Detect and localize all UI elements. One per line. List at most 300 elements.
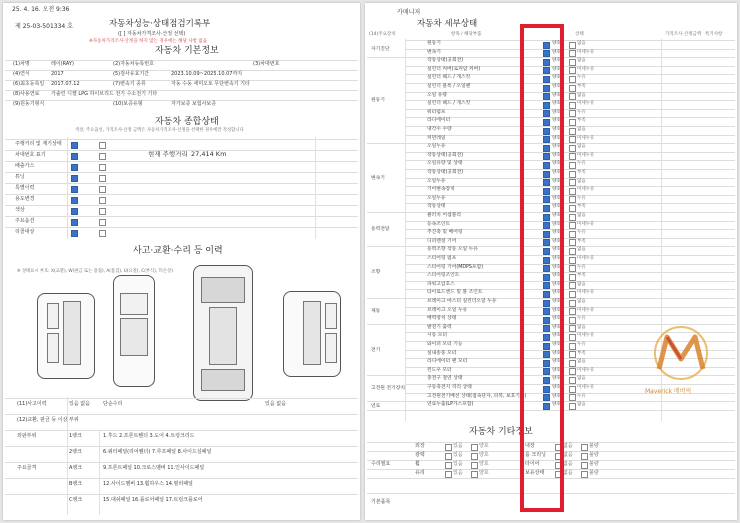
accident-row-rule	[5, 494, 358, 495]
accident-cell: 외판부위	[17, 433, 37, 439]
status-checkbox	[99, 208, 106, 215]
other-choice: 불량	[589, 443, 599, 449]
status-option: 미세누유	[577, 66, 595, 72]
status-option: 누유	[577, 316, 586, 322]
other-checkbox	[471, 462, 478, 469]
status-checkbox	[71, 153, 78, 160]
detail-item: 타이로드엔드 및 볼 조인트	[427, 290, 483, 296]
other-choice: 있음	[453, 461, 463, 467]
status-checkbox	[569, 248, 576, 255]
detail-item: 와이퍼 모터 기능	[427, 342, 463, 347]
status-row-label: 용도변경	[15, 196, 35, 202]
detail-item: 오일누유	[427, 178, 446, 184]
section-name: 자기진단	[371, 46, 390, 52]
detail-item: 실린더 커버(로커암 커버)	[427, 66, 481, 72]
other-checkbox	[445, 462, 452, 469]
status-option: 부족	[577, 350, 586, 356]
other-checkbox	[445, 453, 452, 460]
status-option: 양호	[552, 195, 561, 201]
other-row-label: 기본품목	[371, 499, 391, 505]
accident-row-rule	[5, 430, 358, 431]
status-option: 양호	[552, 41, 561, 46]
detail-item: 기어변속장치	[427, 187, 455, 193]
status-option: 없음	[577, 127, 586, 132]
section-name: 변속기	[371, 175, 385, 181]
basic-cell: (7)변속기 종류	[113, 81, 146, 87]
status-option: 미세누유	[577, 49, 595, 55]
status-option: 없음	[577, 144, 586, 150]
accident-cell: 단순수리	[103, 401, 123, 407]
accident-cell: 주요골격	[17, 465, 37, 471]
detail-item: 고전원전기배선 상태(접속단자, 피복, 보호기구)	[427, 393, 527, 399]
status-checkbox	[569, 222, 576, 229]
accident-note: ※ 상태표시 부호: X(교환), W(판금 또는 용접), A(흠집), U(요철), C(부식), T(손상)	[17, 269, 173, 274]
status-checkbox	[569, 334, 576, 341]
status-row-rule	[5, 227, 358, 228]
detail-item: 등속조인트	[427, 221, 451, 227]
status-row-rule	[5, 172, 358, 173]
accident-row-rule	[5, 462, 358, 463]
status-option: 양호	[552, 307, 561, 313]
status-option: 양호	[552, 393, 561, 399]
status-checkbox	[71, 230, 78, 237]
status-option: 양호	[552, 75, 561, 81]
section-name: 전기	[371, 347, 381, 353]
detail-item: 브레이크 마스터 실린더오일 누유	[427, 299, 497, 304]
right-header: 카매니저	[397, 9, 421, 16]
status-option: 없음	[577, 247, 586, 253]
status-option: 부족	[577, 118, 586, 124]
status-column-highlight	[520, 24, 564, 512]
status-checkbox	[569, 214, 576, 221]
basic-cell: (4)연식	[13, 71, 30, 77]
status-row-rule	[5, 183, 358, 184]
other-item: 휠	[415, 461, 420, 467]
other-item: 광택	[415, 452, 425, 458]
other-item: 타이어	[525, 461, 540, 467]
status-checkbox	[71, 142, 78, 149]
detail-item: 스티어링 기어(MDPS포함)	[427, 264, 484, 270]
status-option: 양호	[552, 281, 561, 287]
detail-item: 냉각수 수량	[427, 127, 452, 132]
status-checkbox	[569, 102, 576, 109]
basic-cell: 2017.07.12	[51, 81, 80, 87]
status-checkbox	[71, 186, 78, 193]
status-option: 없음	[577, 299, 586, 304]
accident-cell: 12.사이드멤버 13.휠하우스 14.필러패널	[103, 481, 193, 487]
left-page	[3, 3, 360, 520]
section-name: 원동기	[371, 98, 385, 104]
other-checkbox	[471, 444, 478, 451]
detail-item: 배력장치 상태	[427, 316, 457, 322]
status-row-rule	[5, 205, 358, 206]
status-option: 양호	[552, 58, 561, 64]
status-checkbox	[569, 377, 576, 384]
status-col-line	[67, 137, 68, 239]
status-checkbox	[569, 162, 576, 169]
accident-col-line	[67, 397, 68, 515]
status-option: 없음	[577, 359, 586, 365]
accident-cell: A랭크	[69, 465, 83, 471]
detail-item: 윈도우 모터	[427, 367, 452, 373]
status-option: 양호	[552, 256, 561, 261]
other-item: 보유상태	[525, 470, 545, 476]
document-number: 제 25-03-501334 호	[15, 23, 73, 30]
status-option: 없음	[577, 92, 586, 98]
detail-item: 클러치 어셈블리	[427, 213, 461, 218]
detail-item: 오일 유량	[427, 92, 448, 98]
status-row-rule	[5, 139, 358, 140]
detail-item: 추진축 및 베어링	[427, 230, 463, 236]
status-checkbox	[569, 351, 576, 358]
status-row-label: 주요옵션	[15, 218, 35, 224]
column-header: 상태	[575, 32, 584, 37]
basic-cell: (5)검사유효기간	[113, 71, 150, 77]
status-checkbox	[71, 175, 78, 182]
detail-col-line	[405, 39, 406, 421]
other-choice: 양호	[479, 443, 489, 449]
detail-item: 실내송풍 모터	[427, 350, 457, 356]
basic-cell: (8)사용연료	[13, 91, 40, 97]
status-option: 미세누유	[577, 152, 595, 158]
detail-item: 변속기	[427, 49, 441, 55]
status-option: 양호	[552, 213, 561, 218]
status-row-label: 색상	[15, 207, 25, 213]
red-note-1: ※자동차가격조사·산정을 하지 않는 경우에는 해당 사항 없음	[89, 39, 208, 44]
basic-cell: (10)보증유형	[113, 101, 143, 107]
status-checkbox	[71, 197, 78, 204]
detail-item: 충전구 절연 상태	[427, 376, 463, 382]
other-checkbox	[471, 471, 478, 478]
other-choice: 있음	[453, 443, 463, 449]
status-row-label: 특별이력	[15, 185, 35, 191]
status-option: 양호	[552, 333, 561, 339]
status-row-label: 주행거리 및 계기상태	[15, 141, 62, 147]
detail-item: 작동상태(공회전)	[427, 170, 464, 175]
status-option: 미세누유	[577, 187, 595, 193]
status-checkbox	[99, 219, 106, 226]
status-checkbox	[569, 343, 576, 350]
status-checkbox	[569, 231, 576, 238]
status-title: 자동차 종합상태	[155, 117, 219, 127]
detail-item: 실린더 블록 / 오일팬	[427, 84, 471, 89]
other-choice: 없음	[563, 452, 573, 458]
status-option: 누유	[577, 393, 586, 399]
status-checkbox	[569, 171, 576, 178]
status-row-label: 튜닝	[15, 174, 25, 180]
status-option: 누유	[577, 264, 586, 270]
column-header: 가격조사·산정금액	[665, 32, 702, 37]
status-checkbox	[569, 265, 576, 272]
detail-item: 구동축전지 격리 상태	[427, 385, 472, 390]
other-choice: 양호	[479, 452, 489, 458]
other-item: 내장	[525, 443, 535, 449]
page-title: 자동차성능·상태점검기록부	[109, 19, 211, 29]
status-option: 없음	[577, 58, 586, 64]
other-checkbox	[471, 453, 478, 460]
section-name: 제동	[371, 308, 381, 314]
accident-row-rule	[5, 446, 358, 447]
status-row-label: 배출가스	[15, 163, 35, 169]
mileage-value: 27,414 Km	[191, 150, 227, 158]
section-name: 동력전달	[371, 227, 390, 233]
status-checkbox	[569, 188, 576, 195]
detail-item: 라디에이터 팬 모터	[427, 359, 468, 365]
status-option: 양호	[552, 109, 561, 115]
status-option: 양호	[552, 161, 561, 167]
status-option: 양호	[552, 316, 561, 322]
mileage-label: 현재 주행거리	[148, 150, 188, 158]
status-checkbox	[569, 317, 576, 324]
status-option: 양호	[552, 127, 561, 132]
other-checkbox	[581, 462, 588, 469]
status-option: 미세누유	[577, 307, 595, 313]
other-choice: 불량	[589, 470, 599, 476]
other-checkbox	[445, 471, 452, 478]
accident-cell: 있음 없음	[265, 401, 286, 407]
page-subtitle: ([ ] 자동차가격조사·산정 선택)	[118, 31, 186, 37]
detail-item: 연료누출(LP가스포함)	[427, 402, 474, 408]
status-option: 양호	[552, 342, 561, 347]
status-option: 양호	[552, 204, 561, 210]
status-checkbox	[569, 291, 576, 298]
basic-cell: (9)원동기형식	[13, 101, 45, 107]
detail-item: 원동기	[427, 41, 441, 46]
status-option: 없음	[577, 281, 586, 287]
status-checkbox	[99, 197, 106, 204]
detail-item: 실린더 헤드 / 개스킷	[427, 75, 471, 81]
accident-cell: 1.후드 2.프론트휀더 3.도어 4.트렁크리드	[103, 433, 195, 439]
status-checkbox	[71, 219, 78, 226]
status-option: 양호	[552, 247, 561, 253]
status-checkbox	[569, 300, 576, 307]
detail-item: 디퍼렌셜 기어	[427, 238, 457, 244]
status-option: 양호	[552, 238, 561, 244]
status-option: 양호	[552, 221, 561, 227]
detail-title: 자동차 세부상태	[417, 19, 478, 29]
other-checkbox	[581, 453, 588, 460]
detail-item: 워터펌프	[427, 109, 446, 115]
status-option: 양호	[552, 290, 561, 296]
accident-cell: B랭크	[69, 481, 83, 487]
status-option: 부족	[577, 84, 586, 89]
status-col-line	[315, 137, 316, 239]
status-option: 부족	[577, 204, 586, 210]
status-option: 양호	[552, 359, 561, 365]
status-option: 부족	[577, 273, 586, 279]
status-checkbox	[569, 394, 576, 401]
status-option: 양호	[552, 324, 561, 330]
basic-cell: 가솔린 디젤 LPG 하이브리드 전기 수소전기 기타	[51, 91, 158, 97]
other-choice: 양호	[479, 470, 489, 476]
status-option: 누유	[577, 195, 586, 201]
status-option: 양호	[552, 350, 561, 356]
status-option: 미세누유	[577, 135, 595, 141]
section-name: 조향	[371, 270, 381, 276]
status-option: 양호	[552, 144, 561, 150]
status-option: 없음	[577, 178, 586, 184]
status-option: 누유	[577, 230, 586, 236]
detail-item: 작동상태	[427, 204, 446, 210]
basic-cell: (1)차명	[13, 61, 30, 67]
detail-item: 오일유량 및 상태	[427, 161, 463, 167]
status-checkbox	[569, 196, 576, 203]
column-header: (14)주요장치	[369, 32, 396, 37]
status-option: 양호	[552, 376, 561, 382]
status-option: 부족	[577, 238, 586, 244]
basic-cell: 2017	[51, 71, 64, 77]
detail-item: 작동상태(공회전)	[427, 152, 464, 158]
status-option: 누유	[577, 75, 586, 81]
detail-item: 브레이크 오일 누유	[427, 307, 468, 313]
status-checkbox	[71, 208, 78, 215]
status-option: 누유	[577, 109, 586, 115]
status-checkbox	[99, 230, 106, 237]
status-checkbox	[569, 67, 576, 74]
timestamp: 25. 4. 16. 오전 9:36	[12, 6, 70, 13]
accident-cell: (12)교환, 판금 등 이상 부위	[17, 417, 79, 423]
status-checkbox	[569, 145, 576, 152]
basic-cell: (3)차대번호	[253, 61, 280, 67]
other-choice: 불량	[589, 461, 599, 467]
accident-col-line	[99, 431, 100, 515]
status-option: 양호	[552, 187, 561, 193]
status-checkbox	[569, 274, 576, 281]
basic-info-title: 자동차 기본정보	[155, 46, 219, 56]
status-checkbox	[569, 239, 576, 246]
detail-item: 시동 모터	[427, 333, 448, 339]
detail-item: 동력조향 작동 오일 누유	[427, 247, 478, 253]
status-checkbox	[569, 85, 576, 92]
detail-item: 커먼레일	[427, 135, 446, 141]
other-row-label: 수리필요	[371, 461, 391, 467]
status-option: 미세누유	[577, 101, 595, 107]
status-checkbox	[569, 76, 576, 83]
status-checkbox	[99, 175, 106, 182]
accident-cell: 1랭크	[69, 433, 82, 439]
section-name: 고전원 전기장치	[371, 386, 405, 392]
other-choice: 있음	[453, 452, 463, 458]
status-checkbox	[569, 282, 576, 289]
accident-cell: 있음 없음	[69, 401, 90, 407]
basic-cell: 자동 수동 세미오토 무단변속기 기타	[171, 81, 250, 87]
status-row-rule	[5, 194, 358, 195]
status-option: 없음	[577, 41, 586, 46]
status-option: 양호	[552, 66, 561, 72]
other-choice: 없음	[563, 443, 573, 449]
status-row-rule	[5, 216, 358, 217]
accident-cell: 15.대쉬패널 16.플로어패널 17.트렁크플로어	[103, 497, 203, 503]
status-option: 미세누유	[577, 290, 595, 296]
status-checkbox	[569, 308, 576, 315]
status-note: 색상, 주요옵션, 가격조사·산정 금액은 자동차가격조사·산정을 선택한 경우에만 작성합니다	[75, 128, 244, 133]
accident-cell: 2랭크	[69, 449, 82, 455]
other-choice: 있음	[453, 470, 463, 476]
status-checkbox	[99, 164, 106, 171]
status-option: 양호	[552, 264, 561, 270]
status-option: 미세누유	[577, 367, 595, 373]
basic-cell: (6)최초등록일	[13, 81, 45, 87]
status-option: 미세누유	[577, 385, 595, 390]
detail-item: 라디에이터	[427, 118, 451, 124]
status-option: 양호	[552, 230, 561, 236]
other-item: 룸 크리닝	[525, 452, 546, 458]
status-option: 누유	[577, 161, 586, 167]
status-option: 양호	[552, 178, 561, 184]
status-row-rule	[5, 150, 358, 151]
basic-cell: (2)자동차등록번호	[113, 61, 154, 67]
maverick-logo	[645, 319, 717, 399]
status-option: 양호	[552, 49, 561, 55]
section-name: 연료	[371, 403, 381, 409]
status-checkbox	[569, 59, 576, 66]
status-checkbox	[569, 360, 576, 367]
status-checkbox	[569, 403, 576, 410]
status-option: 양호	[552, 84, 561, 89]
status-option: 미세누유	[577, 333, 595, 339]
status-option: 양호	[552, 92, 561, 98]
other-info-title: 자동차 기타정보	[469, 427, 533, 437]
accident-row-rule	[5, 414, 358, 415]
other-choice: 없음	[563, 461, 573, 467]
detail-item: 실린더 헤드 / 개스킷	[427, 101, 471, 107]
status-option: 양호	[552, 135, 561, 141]
status-checkbox	[569, 179, 576, 186]
status-checkbox	[569, 325, 576, 332]
accident-cell: 6.쿼터패널(리어휀더) 7.루프패널 8.사이드실패널	[103, 449, 212, 455]
status-option: 양호	[552, 367, 561, 373]
other-checkbox	[581, 444, 588, 451]
other-choice: 없음	[563, 470, 573, 476]
status-option: 없음	[577, 213, 586, 218]
accident-cell: 9.프론트패널 10.크로스멤버 11.인사이드패널	[103, 465, 205, 471]
status-option: 양호	[552, 273, 561, 279]
accident-cell: C랭크	[69, 497, 83, 503]
basic-cell: 2023.10.09~2025.10.07까지	[171, 71, 243, 77]
status-checkbox	[569, 257, 576, 264]
status-option: 양호	[552, 101, 561, 107]
status-checkbox	[569, 110, 576, 117]
status-checkbox	[569, 153, 576, 160]
status-checkbox	[99, 153, 106, 160]
status-option: 없음	[577, 376, 586, 382]
other-checkbox	[581, 471, 588, 478]
status-checkbox	[569, 386, 576, 393]
status-checkbox	[99, 186, 106, 193]
column-header: 항목 / 해당부품	[451, 32, 482, 37]
status-checkbox	[569, 119, 576, 126]
detail-item: 발전기 출력	[427, 324, 452, 330]
status-checkbox	[99, 142, 106, 149]
status-option: 없음	[577, 402, 586, 408]
accident-row-rule	[5, 478, 358, 479]
basic-cell: 자가보증 보험사보증	[171, 101, 217, 107]
status-checkbox	[569, 50, 576, 57]
status-checkbox	[569, 42, 576, 49]
other-item: 유리	[415, 470, 425, 476]
status-option: 양호	[552, 402, 561, 408]
status-option: 미세누유	[577, 256, 595, 261]
other-checkbox	[445, 444, 452, 451]
accident-cell: (11)사고이력	[17, 401, 47, 407]
detail-item: 오일누유	[427, 144, 446, 150]
status-checkbox	[569, 368, 576, 375]
status-option: 양호	[552, 170, 561, 175]
detail-item: 스티어링 펌프	[427, 256, 457, 261]
status-option: 없음	[577, 324, 586, 330]
status-option: 누유	[577, 342, 586, 347]
detail-item: 오일누유	[427, 195, 446, 201]
